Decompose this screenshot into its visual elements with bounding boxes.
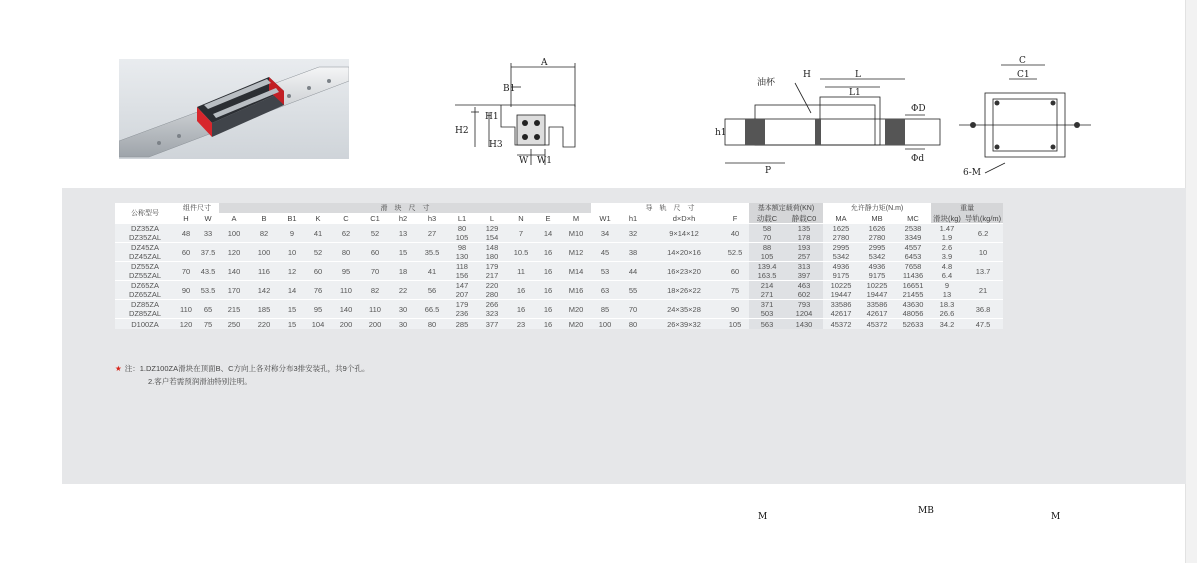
table-cell: 1626 2780 <box>859 224 895 243</box>
note-1-text: 注：1.DZ100ZA滑块在顶面B、C方向上各对称分布3排安装孔，共9个孔。 <box>124 364 370 373</box>
table-cell: 313 397 <box>785 262 823 281</box>
column-header: MA <box>823 213 859 224</box>
header-assembly: 组件尺寸 <box>175 203 219 213</box>
dim-label-h: H <box>803 70 811 80</box>
table-cell: 1430 <box>785 319 823 330</box>
table-cell: 463 602 <box>785 281 823 300</box>
dim-label-w: W <box>519 156 529 166</box>
column-header: B <box>249 213 279 224</box>
table-cell: 80 105 <box>447 224 477 243</box>
column-header: 静载C0 <box>785 213 823 224</box>
column-header: W1 <box>591 213 619 224</box>
table-cell: M20 <box>561 319 591 330</box>
table-cell: 63 <box>591 281 619 300</box>
linear-guide-photo <box>119 59 349 159</box>
table-cell: 76 <box>305 281 331 300</box>
table-row <box>115 281 1003 300</box>
table-cell: 16 <box>507 300 535 319</box>
table-cell: 16 <box>535 262 561 281</box>
table-row <box>115 300 1003 319</box>
table-cell: 285 <box>447 319 477 330</box>
table-cell: 80 <box>619 319 647 330</box>
table-cell: 53 <box>591 262 619 281</box>
bottom-mark-3: M <box>1051 512 1061 522</box>
note-1 <box>115 362 369 375</box>
table-cell: 85 <box>591 300 619 319</box>
table-cell: DZ55ZA DZ55ZAL <box>115 262 175 281</box>
table-cell: 36.8 <box>963 300 1003 319</box>
page-edge-strip <box>1185 0 1197 563</box>
dim-label-a: A <box>541 58 548 68</box>
table-cell: 104 <box>305 319 331 330</box>
table-cell: 10 <box>279 243 305 262</box>
table-cell: 139.4 163.5 <box>749 262 785 281</box>
table-cell: 60 <box>175 243 197 262</box>
header-rail: 导 轨 尺 寸 <box>591 203 749 213</box>
table-cell: 55 <box>619 281 647 300</box>
table-cell: 95 <box>331 262 361 281</box>
table-cell: 215 <box>219 300 249 319</box>
column-header: h1 <box>619 213 647 224</box>
table-cell: 16 <box>535 319 561 330</box>
column-header: H <box>175 213 197 224</box>
table-cell: 13 <box>389 224 417 243</box>
table-cell: 1625 2780 <box>823 224 859 243</box>
table-row <box>115 262 1003 281</box>
table-cell: 30 <box>389 319 417 330</box>
side-section-drawing <box>715 63 955 178</box>
table-cell: M10 <box>561 224 591 243</box>
oil-cup-label: 油杯 <box>757 78 776 88</box>
table-cell: 11 <box>507 262 535 281</box>
table-cell: 43630 48056 <box>895 300 931 319</box>
table-cell: 120 <box>175 319 197 330</box>
table-cell: 58 70 <box>749 224 785 243</box>
table-cell: DZ35ZA DZ35ZAL <box>115 224 175 243</box>
column-header: A <box>219 213 249 224</box>
table-cell: 75 <box>197 319 219 330</box>
table-cell: 33586 42617 <box>859 300 895 319</box>
table-cell: 147 207 <box>447 281 477 300</box>
column-header: M <box>561 213 591 224</box>
table-cell: 4936 9175 <box>859 262 895 281</box>
dim-label-h1: H1 <box>485 112 499 122</box>
column-header: C1 <box>361 213 389 224</box>
table-cell: 266 323 <box>477 300 507 319</box>
dim-label-p: P <box>765 166 772 176</box>
table-cell: 90 <box>175 281 197 300</box>
table-cell: 793 1204 <box>785 300 823 319</box>
table-cell: 40 <box>721 224 749 243</box>
table-cell: 24×35×28 <box>647 300 721 319</box>
star-icon: ★ <box>115 364 122 373</box>
table-cell: 100 <box>591 319 619 330</box>
dim-label-b1: B1 <box>503 84 516 94</box>
table-cell: M16 <box>561 281 591 300</box>
table-cell: 41 <box>417 262 447 281</box>
table-cell: 30 <box>389 300 417 319</box>
table-cell: 21 <box>963 281 1003 300</box>
table-cell: 37.5 <box>197 243 219 262</box>
table-cell: 1.47 1.9 <box>931 224 963 243</box>
table-cell: 16 <box>535 300 561 319</box>
dim-label-h1-side: h1 <box>715 128 727 138</box>
table-cell: 9×14×12 <box>647 224 721 243</box>
table-cell: 185 <box>249 300 279 319</box>
table-cell: 120 <box>219 243 249 262</box>
table-cell: 135 178 <box>785 224 823 243</box>
header-load: 基本额定载荷(KN) <box>749 203 823 213</box>
table-cell: 7658 11436 <box>895 262 931 281</box>
table-cell: 110 <box>175 300 197 319</box>
column-header: N <box>507 213 535 224</box>
table-cell: 371 503 <box>749 300 785 319</box>
table-cell: 2.6 3.9 <box>931 243 963 262</box>
table-body <box>115 224 1003 330</box>
table-cell: 200 <box>331 319 361 330</box>
table-cell: 16 <box>507 281 535 300</box>
column-header: 动载C <box>749 213 785 224</box>
table-cell: 14 <box>535 224 561 243</box>
table-cell: 47.5 <box>963 319 1003 330</box>
table-cell: 38 <box>619 243 647 262</box>
table-cell: 100 <box>249 243 279 262</box>
table-cell: 18.3 26.6 <box>931 300 963 319</box>
table-cell: 12 <box>279 262 305 281</box>
table-cell: 16×23×20 <box>647 262 721 281</box>
table-cell: 80 <box>417 319 447 330</box>
table-cell: 7 <box>507 224 535 243</box>
table-cell: 70 <box>619 300 647 319</box>
table-cell: 98 130 <box>447 243 477 262</box>
table-cell: M14 <box>561 262 591 281</box>
column-header: K <box>305 213 331 224</box>
table-cell: 22 <box>389 281 417 300</box>
table-cell: 142 <box>249 281 279 300</box>
table-cell: 4936 9175 <box>823 262 859 281</box>
dim-label-phi-small-d: Φd <box>911 154 925 164</box>
column-header: L1 <box>447 213 477 224</box>
table-cell: D100ZA <box>115 319 175 330</box>
table-cell: 220 280 <box>477 281 507 300</box>
table-cell: 220 <box>249 319 279 330</box>
table-cell: 60 <box>721 262 749 281</box>
spec-table <box>115 203 1003 329</box>
table-cell: 75 <box>721 281 749 300</box>
table-cell: 2538 3349 <box>895 224 931 243</box>
dim-label-6m: 6-M <box>963 168 981 178</box>
table-cell: 70 <box>361 262 389 281</box>
column-header: h3 <box>417 213 447 224</box>
column-header: B1 <box>279 213 305 224</box>
table-cell: 193 257 <box>785 243 823 262</box>
table-cell: 34.2 <box>931 319 963 330</box>
table-cell: 18 <box>389 262 417 281</box>
table-cell: 88 105 <box>749 243 785 262</box>
table-cell: 16 <box>535 243 561 262</box>
table-cell: DZ65ZA DZ65ZAL <box>115 281 175 300</box>
table-cell: 4557 6453 <box>895 243 931 262</box>
note-2 <box>115 375 369 388</box>
table-cell: 2995 5342 <box>823 243 859 262</box>
dim-label-h2: H2 <box>455 126 469 136</box>
table-cell: 60 <box>361 243 389 262</box>
table-cell: 52633 <box>895 319 931 330</box>
column-header: F <box>721 213 749 224</box>
front-section-drawing <box>445 57 585 177</box>
table-cell: 110 <box>361 300 389 319</box>
top-view-drawing <box>955 55 1105 180</box>
table-cell: 26×39×32 <box>647 319 721 330</box>
column-header: W <box>197 213 219 224</box>
table-cell: 70 <box>175 262 197 281</box>
table-cell: 10225 19447 <box>823 281 859 300</box>
table-cell: 140 <box>331 300 361 319</box>
note-2-text: 2.客户若需预润滑油特别注明。 <box>148 377 252 386</box>
table-cell: 15 <box>279 300 305 319</box>
header-moment: 允许静力矩(N.m) <box>823 203 931 213</box>
table-cell: 15 <box>389 243 417 262</box>
table-cell: 6.2 <box>963 224 1003 243</box>
table-row <box>115 224 1003 243</box>
dim-label-phi-d: ΦD <box>911 104 926 114</box>
table-cell: DZ45ZA DZ45ZAL <box>115 243 175 262</box>
table-cell: 148 180 <box>477 243 507 262</box>
table-cell: 118 156 <box>447 262 477 281</box>
table-cell: 10225 19447 <box>859 281 895 300</box>
table-cell: 10 <box>963 243 1003 262</box>
table-cell: 18×26×22 <box>647 281 721 300</box>
column-header: MB <box>859 213 895 224</box>
column-header: L <box>477 213 507 224</box>
table-cell: DZ85ZA DZ85ZAL <box>115 300 175 319</box>
table-cell: 13.7 <box>963 262 1003 281</box>
table-cell: 214 271 <box>749 281 785 300</box>
column-header: h2 <box>389 213 417 224</box>
table-cell: 16 <box>535 281 561 300</box>
table-cell: 129 154 <box>477 224 507 243</box>
header-block: 滑 块 尺 寸 <box>219 203 591 213</box>
table-cell: 53.5 <box>197 281 219 300</box>
column-header: C <box>331 213 361 224</box>
table-cell: 66.5 <box>417 300 447 319</box>
table-cell: 100 <box>219 224 249 243</box>
table-cell: 45372 <box>859 319 895 330</box>
bottom-mark-1: M <box>758 512 768 522</box>
table-cell: 14×20×16 <box>647 243 721 262</box>
figures-row <box>115 55 1105 180</box>
header-weight: 重量 <box>931 203 1003 213</box>
table-row <box>115 319 1003 330</box>
table-cell: 27 <box>417 224 447 243</box>
table-cell: 16651 21455 <box>895 281 931 300</box>
dim-label-c: C <box>1019 56 1026 66</box>
table-cell: M12 <box>561 243 591 262</box>
table-cell: 48 <box>175 224 197 243</box>
table-cell: 179 236 <box>447 300 477 319</box>
table-cell: 200 <box>361 319 389 330</box>
table-cell: 60 <box>305 262 331 281</box>
table-cell: M20 <box>561 300 591 319</box>
table-cell: 15 <box>279 319 305 330</box>
table-header-groups <box>115 203 1003 213</box>
table-cell: 250 <box>219 319 249 330</box>
dim-label-l1: L1 <box>849 88 861 98</box>
table-cell: 563 <box>749 319 785 330</box>
dim-label-l: L <box>855 70 861 80</box>
table-cell: 43.5 <box>197 262 219 281</box>
table-cell: 179 217 <box>477 262 507 281</box>
table-cell: 52 <box>361 224 389 243</box>
table-cell: 82 <box>361 281 389 300</box>
column-header: MC <box>895 213 931 224</box>
table-cell: 45372 <box>823 319 859 330</box>
table-cell: 65 <box>197 300 219 319</box>
table-cell: 95 <box>305 300 331 319</box>
column-header: d×D×h <box>647 213 721 224</box>
table-cell: 35.5 <box>417 243 447 262</box>
table-cell: 116 <box>249 262 279 281</box>
table-cell: 33 <box>197 224 219 243</box>
table-cell: 52 <box>305 243 331 262</box>
notes <box>115 362 369 388</box>
table-cell: 14 <box>279 281 305 300</box>
dim-label-c1: C1 <box>1017 70 1030 80</box>
dim-label-w1: W1 <box>537 156 552 166</box>
table-cell: 377 <box>477 319 507 330</box>
table-cell: 110 <box>331 281 361 300</box>
table-cell: 80 <box>331 243 361 262</box>
column-header: 导轨(kg/m) <box>964 213 1002 223</box>
table-header-columns <box>115 213 1003 224</box>
table-cell: 4.8 6.4 <box>931 262 963 281</box>
table-cell: 82 <box>249 224 279 243</box>
table-cell: 34 <box>591 224 619 243</box>
table-cell: 56 <box>417 281 447 300</box>
table-cell: 2995 5342 <box>859 243 895 262</box>
table-cell: 105 <box>721 319 749 330</box>
column-header: E <box>535 213 561 224</box>
table-cell: 45 <box>591 243 619 262</box>
dim-label-h3: H3 <box>489 140 503 150</box>
column-header: 滑块(kg) <box>933 213 961 223</box>
bottom-mark-2: MB <box>918 506 934 516</box>
table-cell: 44 <box>619 262 647 281</box>
table-cell: 33586 42617 <box>823 300 859 319</box>
table-cell: 9 <box>279 224 305 243</box>
table-cell: 170 <box>219 281 249 300</box>
table-cell: 23 <box>507 319 535 330</box>
table-cell: 52.5 <box>721 243 749 262</box>
table-cell: 9 13 <box>931 281 963 300</box>
table-cell: 10.5 <box>507 243 535 262</box>
table-cell: 32 <box>619 224 647 243</box>
table-cell: 41 <box>305 224 331 243</box>
table-row <box>115 243 1003 262</box>
header-model: 公称型号 <box>115 203 175 224</box>
table-cell: 90 <box>721 300 749 319</box>
table-cell: 140 <box>219 262 249 281</box>
table-cell: 62 <box>331 224 361 243</box>
